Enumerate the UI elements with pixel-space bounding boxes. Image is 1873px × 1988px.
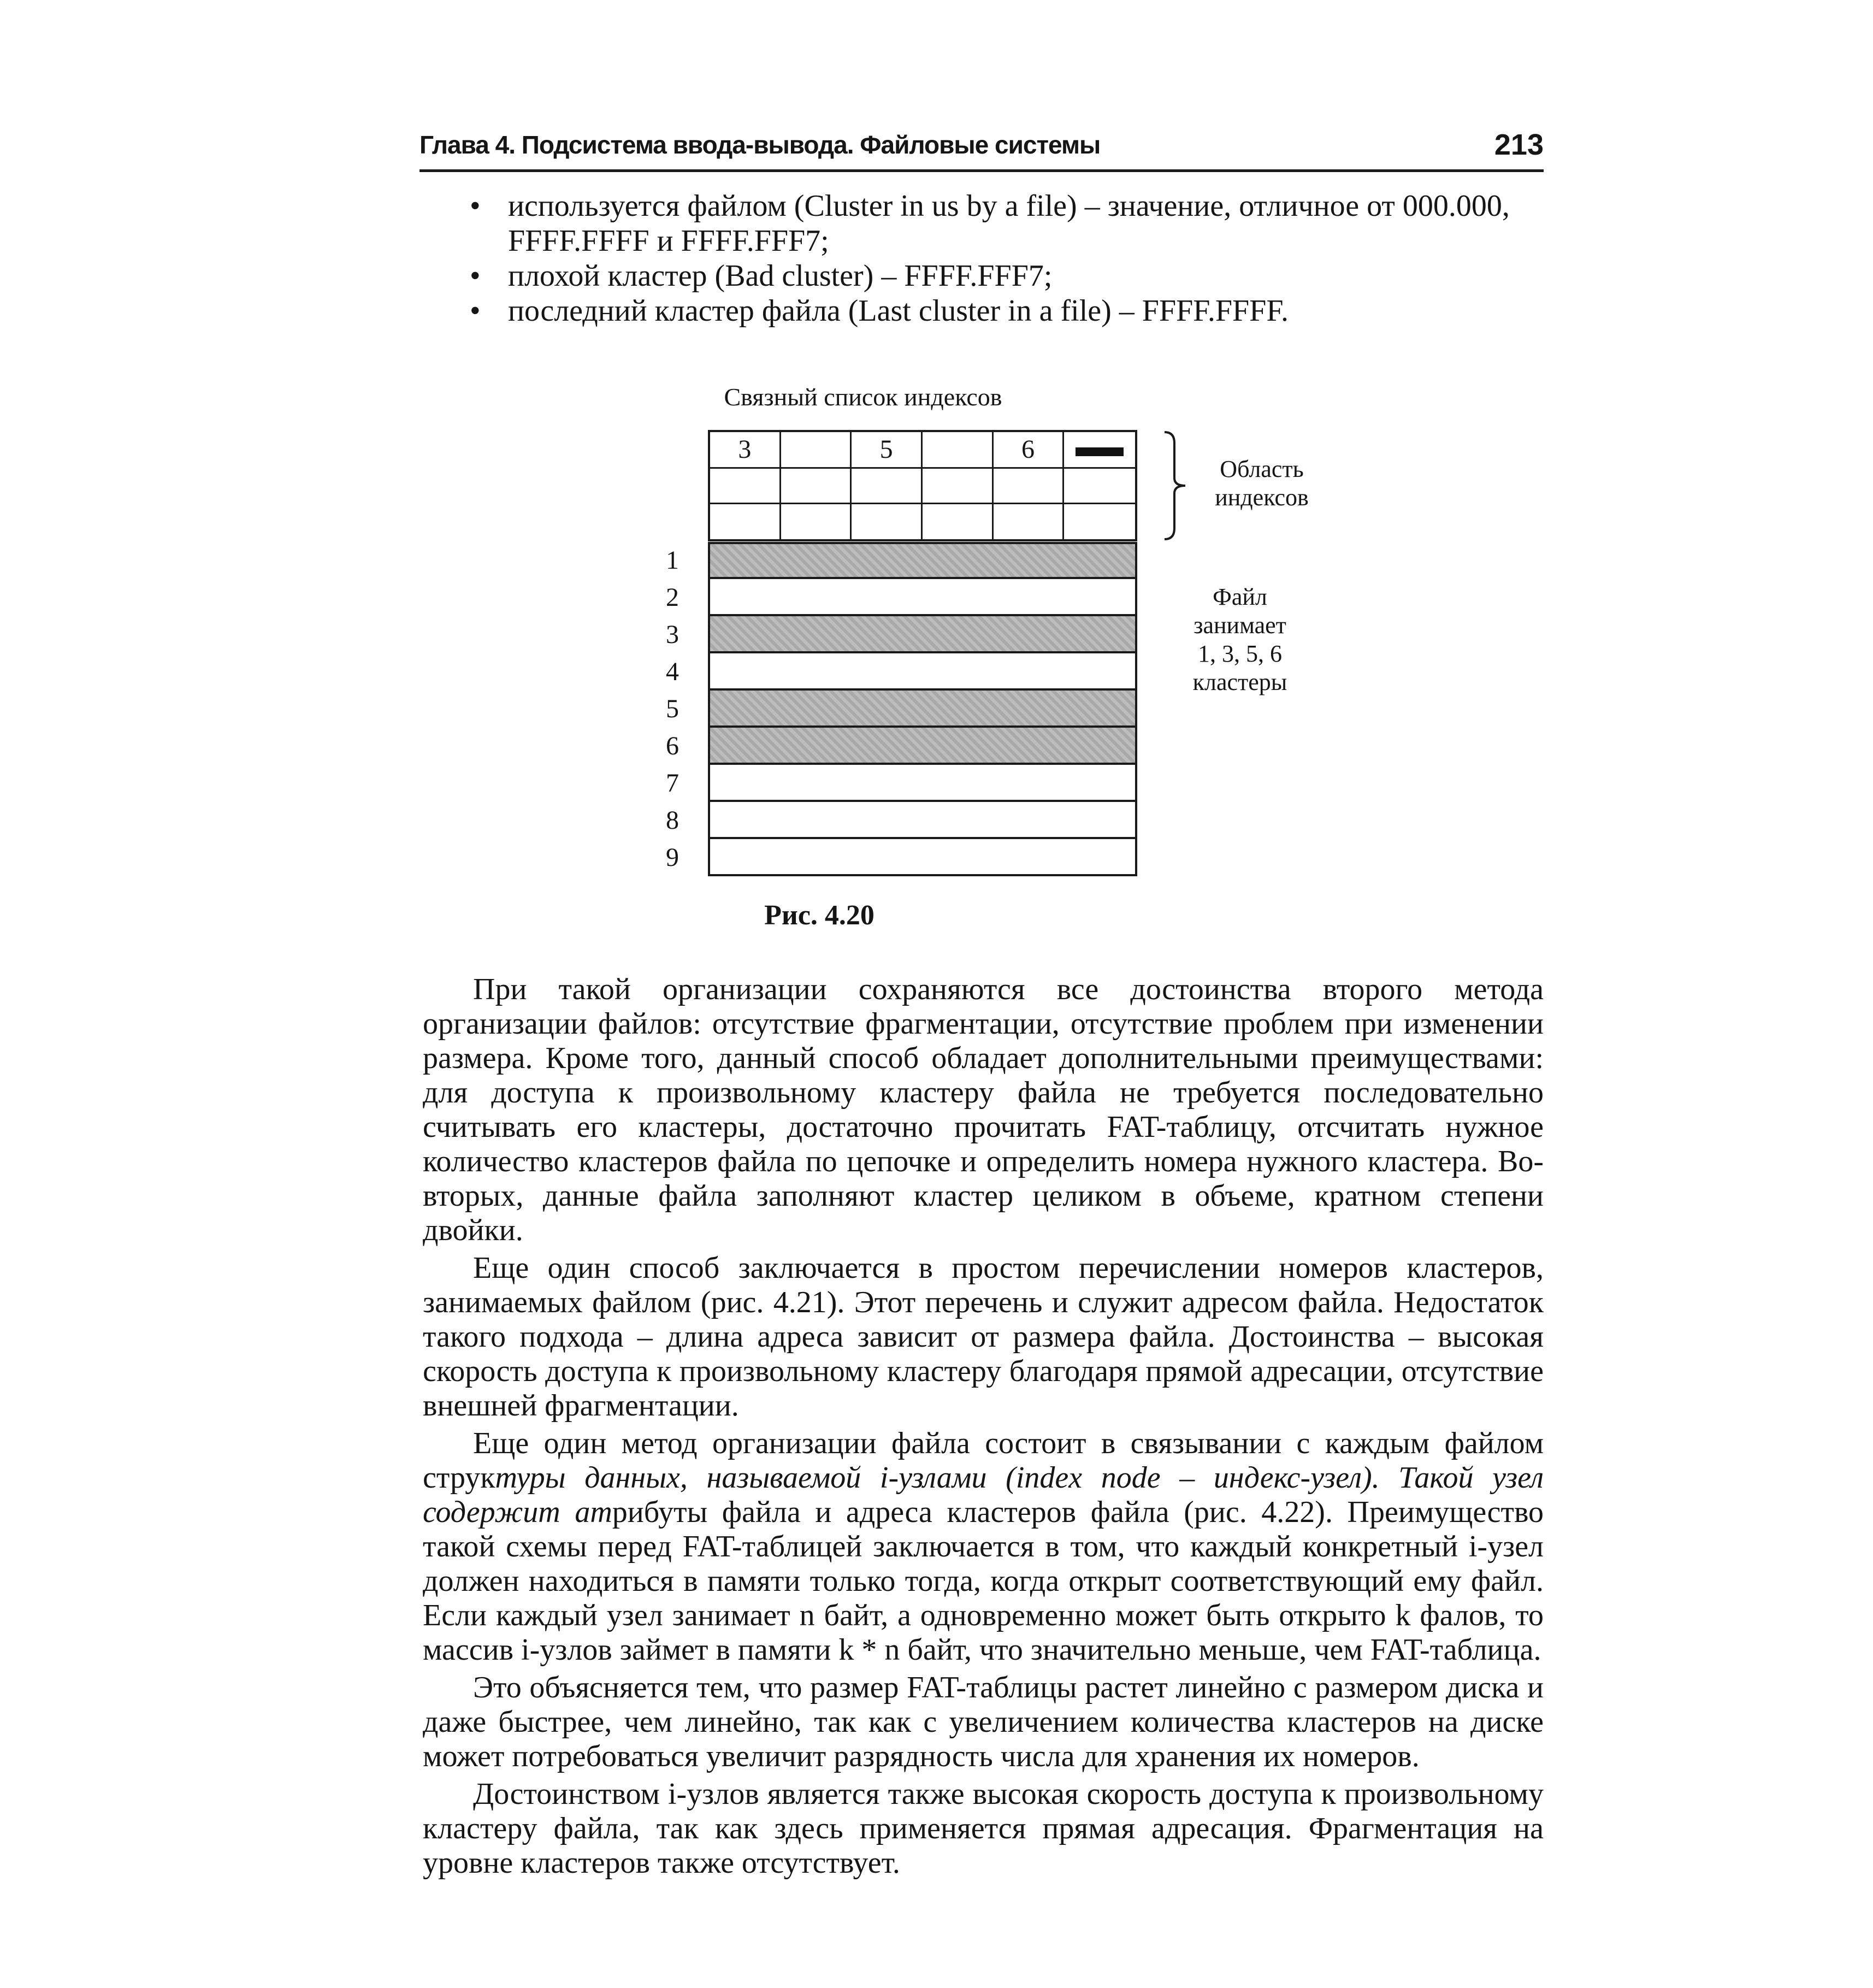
cluster-row bbox=[654, 765, 1138, 802]
bullet-item: • используется файлом (Cluster in us by a file) – значение, отличное от 000.000, FFFF.FFFF и FFFF.FFF7; bbox=[470, 188, 1544, 258]
paragraph: Это объясняется тем, что размер FAT-таблицы растет линейно с размером диска и даже быстрее, чем линейно, так как с увеличением количества кластеров на диске может потребоваться увеличит разрядность числа для хранения их номеров. bbox=[423, 1671, 1544, 1773]
index-cell bbox=[852, 469, 923, 504]
index-cell bbox=[781, 432, 852, 469]
file-label-line: занимает bbox=[1193, 612, 1286, 639]
file-label-line: кластеры bbox=[1192, 669, 1287, 695]
cluster-box-used bbox=[708, 542, 1137, 579]
figure-title: Связный список индексов bbox=[724, 383, 1002, 411]
paragraph-part: рибуты файла и адреса кластеров файла (рис. 4.22). Преимущество такой схемы перед FAT-таблицей заключается в том, что каждый конкретный i-узел должен находиться в памяти только тогда, когда открыт соответствующий ему файл. Если каждый узел занимает n байт, а одновременно может быть открыто k фалов, то массив i-узлов займет в памяти k * n байт, что значительно меньше, чем FAT-таблица. bbox=[423, 1495, 1544, 1667]
cluster-box-used bbox=[708, 728, 1137, 765]
chapter-title: Глава 4. Подсистема ввода-вывода. Файловые системы bbox=[419, 131, 1101, 159]
cluster-box-free bbox=[708, 839, 1137, 876]
file-label-line: 1, 3, 5, 6 bbox=[1198, 640, 1282, 667]
cluster-row bbox=[654, 802, 1138, 839]
cluster-box-used bbox=[708, 616, 1137, 653]
index-cell: 5 bbox=[852, 432, 923, 469]
cluster-row bbox=[654, 691, 1138, 728]
paragraph bbox=[423, 1426, 1544, 1667]
index-cell bbox=[1064, 504, 1135, 540]
cluster-box-free bbox=[708, 579, 1137, 616]
cluster-row bbox=[654, 839, 1138, 876]
figure-caption: Рис. 4.20 bbox=[764, 900, 875, 931]
cluster-number: 6 bbox=[666, 732, 679, 760]
cluster-number: 5 bbox=[666, 694, 679, 723]
file-label-line: Файл bbox=[1213, 583, 1267, 610]
cluster-rows bbox=[654, 542, 1138, 876]
index-area-grid bbox=[708, 430, 1137, 541]
index-cell bbox=[852, 504, 923, 540]
page-number: 213 bbox=[1494, 128, 1544, 161]
paragraph: Достоинством i-узлов является также высокая скорость доступа к произвольному кластеру файла, так как здесь применяется прямая адресация. Фрагментация на уровне кластеров также отсутствует. bbox=[423, 1777, 1544, 1880]
bullet-item: • последний кластер файла (Last cluster in a file) – FFFF.FFFF. bbox=[470, 293, 1544, 328]
cluster-number: 9 bbox=[666, 843, 679, 872]
cluster-number: 2 bbox=[666, 583, 679, 612]
cluster-row bbox=[654, 728, 1138, 765]
cluster-number: 8 bbox=[666, 806, 679, 835]
index-region-label: Область индексов bbox=[1215, 456, 1309, 511]
cluster-number: 7 bbox=[666, 769, 679, 798]
figure-4-20 bbox=[0, 0, 1873, 961]
index-cell bbox=[923, 504, 994, 540]
index-cell-end bbox=[1064, 432, 1135, 469]
brace-icon bbox=[1162, 431, 1187, 540]
paragraph-part: Еще один метод организации файла состоит в связывании с каждым файлом струк bbox=[423, 1426, 1544, 1495]
index-cell bbox=[781, 504, 852, 540]
cluster-row bbox=[654, 616, 1138, 653]
cluster-row bbox=[654, 653, 1138, 691]
bullet-item: • плохой кластер (Bad cluster) – FFFF.FFF7; bbox=[470, 258, 1544, 293]
index-cell: 3 bbox=[710, 432, 781, 469]
index-cell bbox=[923, 432, 994, 469]
cluster-number: 1 bbox=[666, 546, 679, 575]
index-cell bbox=[994, 504, 1065, 540]
index-cell: 6 bbox=[994, 432, 1065, 469]
index-cell bbox=[710, 469, 781, 504]
cluster-row bbox=[654, 579, 1138, 616]
cluster-box-used bbox=[708, 691, 1137, 728]
file-occupies-label bbox=[1163, 583, 1316, 697]
paragraph: При такой организации сохраняются все достоинства второго метода организации файлов: отсутствие фрагментации, отсутствие проблем при изменении размера. Кроме того, данный способ обладает дополнительными преимуществами: для доступа к произвольному кластеру файла не требуется последовательно считывать его кластеры, достаточно прочитать FAT-таблицу, отсчитать нужное количество кластеров файла по цепочке и определить номера нужного кластера. Во-вторых, данные файла заполняют кластер целиком в объеме, кратном степени двойки. bbox=[423, 972, 1544, 1247]
paragraph: Еще один способ заключается в простом перечислении номеров кластеров, занимаемых файлом (рис. 4.21). Этот перечень и служит адресом файла. Недостаток такого подхода – длина адреса зависит от размера файла. Достоинства – высокая скорость доступа к произвольному кластеру благодаря прямой адресации, отсутствие внешней фрагментации. bbox=[423, 1251, 1544, 1423]
index-cell bbox=[994, 469, 1065, 504]
cluster-box-free bbox=[708, 802, 1137, 839]
end-of-chain-icon bbox=[1076, 447, 1124, 456]
index-cell bbox=[923, 469, 994, 504]
index-cell bbox=[781, 469, 852, 504]
cluster-box-free bbox=[708, 765, 1137, 802]
cluster-row bbox=[654, 542, 1138, 579]
cluster-number: 4 bbox=[666, 657, 679, 686]
cluster-number: 3 bbox=[666, 620, 679, 649]
index-cell bbox=[710, 504, 781, 540]
cluster-box-free bbox=[708, 653, 1137, 691]
paragraph-italic-part: туры данных, называемой i-узлами (index node – индекс-узел). Такой узел содержит ат bbox=[423, 1461, 1544, 1529]
index-cell bbox=[1064, 469, 1135, 504]
body-text bbox=[423, 972, 1544, 1884]
